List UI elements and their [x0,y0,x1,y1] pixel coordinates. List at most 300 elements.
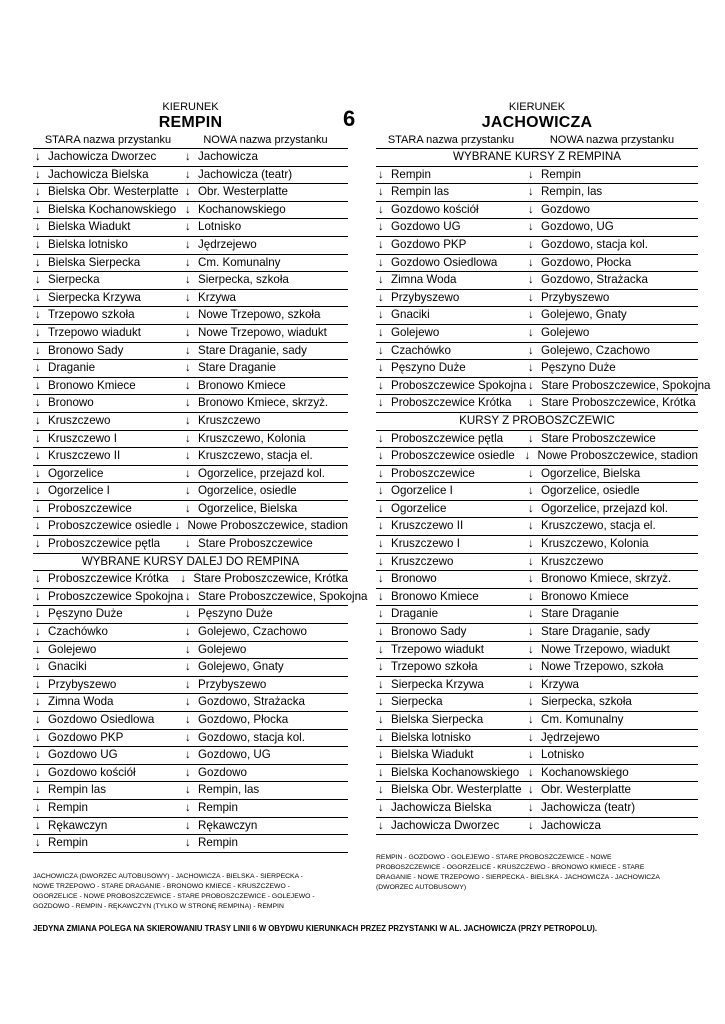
arrow-down-icon: ↓ [378,818,384,832]
arrow-down-icon: ↓ [378,185,384,199]
arrow-down-icon: ↓ [528,396,534,410]
new-stop-cell [183,624,348,641]
table-row [33,448,348,466]
new-stop-cell [526,378,711,395]
old-stop-name: Proboszczewice Krótka [48,572,169,586]
arrow-down-icon: ↓ [378,642,384,656]
new-stop-cell [526,219,698,236]
old-stop-cell [33,712,183,729]
arrow-down-icon: ↓ [35,396,41,410]
new-stop-cell [183,255,348,272]
old-stop-cell [376,677,526,694]
old-stop-name: Gnaciki [391,308,430,322]
new-stop-cell [526,536,698,553]
new-stop-name: Cm. Komunalny [541,713,624,726]
new-stop-name: Golejewo [541,325,590,339]
old-stop-cell [33,149,183,166]
arrow-down-icon: ↓ [378,730,384,744]
new-stop-cell [183,835,348,852]
section-title: KURSY Z PROBOSZCZEWIC [376,413,698,431]
old-name-header: STARA nazwa przystanku [387,134,515,146]
arrow-down-icon: ↓ [378,396,384,410]
old-stop-cell [376,782,526,799]
table-row [376,624,698,642]
arrow-down-icon: ↓ [528,642,534,656]
table-row [33,694,348,712]
new-stop-name: Przybyszewo [198,677,267,691]
new-stop-cell [526,782,698,799]
new-stop-cell [526,466,698,483]
table-row [33,184,348,202]
new-stop-cell [183,694,348,711]
new-stop-cell [526,395,698,412]
arrow-down-icon: ↓ [35,537,41,551]
old-stop-cell [376,571,526,588]
new-stop-name: Kochanowskiego [541,765,629,779]
new-stop-cell [526,730,698,747]
new-stop-cell [183,149,348,166]
new-stop-name: Kruszczewo [198,413,261,427]
old-stop-name: Bielska lotnisko [48,237,128,251]
arrow-down-icon: ↓ [528,589,534,603]
old-stop-cell [376,712,526,729]
old-stop-cell [33,624,183,641]
old-stop-cell [376,659,526,676]
new-stop-cell [183,167,348,184]
old-stop-name: Kruszczewo [391,554,454,568]
old-stop-name: Bielska lotnisko [391,730,471,744]
arrow-down-icon: ↓ [528,572,534,586]
old-stop-name: Rempin [48,800,88,814]
table-row [376,606,698,624]
arrow-down-icon: ↓ [378,273,384,287]
arrow-down-icon: ↓ [185,800,191,814]
arrow-down-icon: ↓ [35,255,41,269]
old-stop-cell [376,818,526,835]
old-stop-name: Bielska Wiadukt [48,220,131,234]
route-description-jachowicza: REMPIN - GOZDOWO - GOLEJEWO - STARE PROBOSZCZEWICE - NOWE PROBOSZCZEWICE - OGORZELICE - KRUSZCZEWO - BRONOWO KMIECE - STARE DRAGANIE - NOWE TRZEPOWO - SIERPECKA - BIELSKA - JACHOWICZA - JACHOWICZA (DWORZEC AUTOBUSOWY) [376,854,660,891]
arrow-down-icon: ↓ [35,660,41,674]
old-stop-name: Kruszczewo II [48,449,121,463]
new-name-header: NOWA nazwa przystanku [203,134,328,146]
new-stop-name: Gozdowo, Płocka [198,713,289,726]
table-row [33,606,348,624]
arrow-down-icon: ↓ [35,818,41,832]
old-stop-cell [376,765,526,782]
arrow-down-icon: ↓ [185,396,191,410]
table-row [376,466,698,484]
arrow-down-icon: ↓ [378,519,384,533]
new-stop-name: Kruszczewo, stacja el. [541,519,656,533]
new-stop-name: Gozdowo, stacja kol. [198,730,305,744]
table-row [376,501,698,519]
arrow-down-icon: ↓ [185,413,191,427]
new-stop-cell [526,325,698,342]
table-row [33,431,348,449]
table-row [376,483,698,501]
arrow-down-icon: ↓ [185,677,191,691]
arrow-down-icon: ↓ [185,607,191,621]
old-stop-name: Zimna Woda [391,273,457,287]
new-stop-name: Jachowicza (teatr) [541,800,636,814]
arrow-down-icon: ↓ [185,642,191,656]
old-stop-name: Jachowicza Dworzec [391,818,500,832]
new-stop-cell [183,237,348,254]
new-stop-name: Rempin [541,167,581,181]
arrow-down-icon: ↓ [185,325,191,339]
arrow-down-icon: ↓ [528,167,534,181]
old-stop-name: Przybyszewo [391,290,460,304]
arrow-down-icon: ↓ [528,537,534,551]
new-stop-name: Rempin [198,800,238,814]
arrow-down-icon: ↓ [185,343,191,357]
new-stop-cell [183,501,348,518]
old-stop-name: Bielska Kochanowskiego [391,765,520,779]
arrow-down-icon: ↓ [185,783,191,797]
old-stop-name: Bronowo [391,572,437,586]
arrow-down-icon: ↓ [378,572,384,586]
table-row [33,677,348,695]
new-stop-name: Nowe Proboszczewice, stadion [187,519,348,533]
old-stop-cell [376,219,526,236]
table-row [376,378,711,396]
old-stop-cell [33,325,183,342]
new-stop-name: Stare Proboszczewice, Krótka [193,572,348,586]
new-stop-cell [526,431,698,448]
table-row [33,747,348,765]
new-stop-cell [183,219,348,236]
table-row [376,782,698,800]
old-stop-cell [33,360,183,377]
new-stop-name: Rękawczyn [198,818,258,832]
arrow-down-icon: ↓ [528,273,534,287]
arrow-down-icon: ↓ [528,325,534,339]
arrow-down-icon: ↓ [528,255,534,269]
new-stop-cell [526,343,698,360]
arrow-down-icon: ↓ [378,677,384,691]
arrow-down-icon: ↓ [35,202,41,216]
old-stop-name: Bielska Obr. Westerplatte [391,783,522,797]
old-stop-cell [33,307,183,324]
old-stop-name: Jachowicza Dworzec [48,150,157,163]
old-stop-cell [33,765,183,782]
old-stop-name: Czachówko [391,343,451,357]
old-stop-name: Rękawczyn [48,818,108,832]
new-stop-cell [526,659,698,676]
old-stop-cell [33,536,183,553]
table-row [33,589,368,607]
table-row [33,730,348,748]
old-stop-cell [33,501,183,518]
new-stop-cell [526,307,698,324]
table-row [376,677,698,695]
new-stop-cell [183,642,348,659]
new-stop-cell [183,818,348,835]
old-stop-name: Golejewo [48,642,97,656]
arrow-down-icon: ↓ [528,730,534,744]
arrow-down-icon: ↓ [35,343,41,357]
old-stop-name: Czachówko [48,625,108,639]
table-row [376,202,698,220]
old-stop-cell [376,184,526,201]
old-stop-cell [33,378,183,395]
arrow-down-icon: ↓ [35,237,41,251]
old-stop-name: Proboszczewice Krótka [391,396,512,410]
new-stop-cell [526,571,698,588]
new-stop-cell [526,167,698,184]
old-stop-cell [376,272,526,289]
arrow-down-icon: ↓ [185,185,191,199]
new-stop-cell [183,360,348,377]
table-row [33,483,348,501]
arrow-down-icon: ↓ [185,255,191,269]
new-stop-name: Stare Draganie [198,361,276,375]
old-stop-name: Trzepowo szkoła [48,308,135,322]
old-stop-name: Proboszczewice [391,466,475,480]
old-stop-name: Zimna Woda [48,695,114,709]
new-stop-cell [183,431,348,448]
arrow-down-icon: ↓ [378,202,384,216]
new-stop-cell [526,290,698,307]
old-stop-name: Rempin las [48,783,106,797]
old-stop-name: Ogorzelice [48,466,104,480]
table-row [33,237,348,255]
old-stop-cell [376,395,526,412]
old-stop-cell [33,642,183,659]
new-stop-cell [183,184,348,201]
old-stop-name: Jachowicza Bielska [391,800,492,814]
old-stop-cell [376,606,526,623]
old-stop-cell [376,483,526,500]
arrow-down-icon: ↓ [185,765,191,779]
old-stop-cell [376,360,526,377]
arrow-down-icon: ↓ [35,273,41,287]
new-stop-name: Stare Proboszczewice [541,431,656,445]
new-stop-cell [183,448,348,465]
arrow-down-icon: ↓ [35,290,41,304]
table-row [376,554,698,572]
table-row [376,219,698,237]
arrow-down-icon: ↓ [35,361,41,375]
arrow-down-icon: ↓ [528,343,534,357]
stop-name-table [376,148,711,835]
table-row [33,501,348,519]
old-stop-name: Draganie [48,361,96,375]
table-row [376,237,698,255]
old-stop-name: Bielska Sierpecka [48,255,141,269]
new-stop-cell [526,800,698,817]
new-stop-name: Bronowo Kmiece [198,378,286,392]
table-row [33,167,348,185]
old-stop-name: Bronowo Sady [48,343,124,357]
new-stop-cell [183,325,348,342]
new-stop-cell [526,694,698,711]
new-stop-cell [183,466,348,483]
arrow-down-icon: ↓ [35,466,41,480]
new-stop-name: Stare Proboszczewice, Krótka [541,396,696,410]
arrow-down-icon: ↓ [35,185,41,199]
new-stop-name: Przybyszewo [541,290,610,304]
new-stop-name: Gozdowo, Płocka [541,255,632,269]
old-stop-name: Proboszczewice osiedle [48,519,172,533]
table-row [33,642,348,660]
arrow-down-icon: ↓ [35,413,41,427]
table-row [376,255,698,273]
old-stop-cell [33,730,183,747]
old-stop-name: Pęszyno Duże [48,607,123,621]
new-stop-cell [526,501,698,518]
old-stop-cell [376,237,526,254]
arrow-down-icon: ↓ [378,800,384,814]
arrow-down-icon: ↓ [378,748,384,762]
arrow-down-icon: ↓ [378,713,384,726]
table-row [33,360,348,378]
new-stop-name: Nowe Trzepowo, szkoła [198,308,321,322]
new-stop-cell [526,360,698,377]
new-stop-name: Krzywa [541,677,580,691]
arrow-down-icon: ↓ [528,501,534,515]
arrow-down-icon: ↓ [378,220,384,234]
old-stop-name: Proboszczewice Spokojna [391,378,527,392]
old-stop-cell [376,800,526,817]
old-stop-name: Gozdowo kościół [391,202,479,216]
new-stop-cell [526,589,698,606]
table-row [376,431,698,449]
arrow-down-icon: ↓ [378,554,384,568]
new-stop-name: Obr. Westerplatte [541,783,631,797]
old-stop-cell [33,518,173,535]
table-row [376,343,698,361]
direction-title: JACHOWICZA [481,114,593,131]
arrow-down-icon: ↓ [528,378,534,392]
arrow-down-icon: ↓ [528,765,534,779]
arrow-down-icon: ↓ [35,642,41,656]
arrow-down-icon: ↓ [378,431,384,445]
old-stop-name: Trzepowo wiadukt [391,642,485,656]
new-stop-name: Gozdowo, UG [541,220,614,234]
arrow-down-icon: ↓ [378,466,384,480]
new-stop-name: Krzywa [198,290,237,304]
new-stop-cell [183,747,348,764]
arrow-down-icon: ↓ [185,537,191,551]
arrow-down-icon: ↓ [528,361,534,375]
old-stop-name: Gozdowo PKP [391,237,467,251]
arrow-down-icon: ↓ [378,255,384,269]
arrow-down-icon: ↓ [528,519,534,533]
arrow-down-icon: ↓ [35,449,41,463]
new-stop-name: Bronowo Kmiece, skrzyż. [198,396,329,410]
old-stop-name: Draganie [391,607,439,621]
new-stop-cell [526,624,698,641]
new-stop-name: Golejewo, Czachowo [198,625,307,639]
new-stop-name: Kruszczewo, Kolonia [198,431,306,445]
new-stop-cell [183,606,348,623]
new-stop-name: Nowe Trzepowo, wiadukt [541,642,670,656]
arrow-down-icon: ↓ [35,167,41,181]
old-stop-name: Sierpecka [391,695,443,709]
old-stop-name: Ogorzelice [391,501,447,515]
new-stop-cell [526,202,698,219]
arrow-down-icon: ↓ [185,748,191,762]
arrow-down-icon: ↓ [378,484,384,498]
table-row [33,413,348,431]
table-row [376,307,698,325]
arrow-down-icon: ↓ [528,607,534,621]
arrow-down-icon: ↓ [185,625,191,639]
arrow-down-icon: ↓ [185,378,191,392]
old-stop-name: Bronowo Kmiece [48,378,136,392]
new-stop-name: Pęszyno Duże [541,361,616,375]
old-stop-name: Gozdowo UG [48,748,118,762]
old-stop-cell [376,290,526,307]
old-stop-cell [376,589,526,606]
arrow-down-icon: ↓ [185,290,191,304]
old-stop-name: Sierpecka [48,273,100,287]
footer-note: JEDYNA ZMIANA POLEGA NA SKIEROWANIU TRASY LINII 6 W OBYDWU KIERUNKACH PRZEZ PRZYSTANKI W AL. JACHOWICZA (PRZY PETROPOLU). [33,924,597,933]
table-row [376,448,698,466]
table-row [376,747,698,765]
new-stop-cell [526,765,698,782]
old-stop-cell [376,431,526,448]
arrow-down-icon: ↓ [35,150,41,163]
arrow-down-icon: ↓ [528,290,534,304]
new-stop-name: Golejewo, Gnaty [541,308,627,322]
direction-kierunek-label: KIERUNEK [162,101,219,113]
arrow-down-icon: ↓ [35,589,41,603]
old-stop-cell [376,624,526,641]
new-stop-name: Sierpecka, szkoła [198,273,289,287]
old-stop-name: Proboszczewice pętla [391,431,504,445]
column-headers [376,134,698,148]
old-stop-name: Przybyszewo [48,677,117,691]
arrow-down-icon: ↓ [378,325,384,339]
arrow-down-icon: ↓ [35,677,41,691]
arrow-down-icon: ↓ [35,501,41,515]
table-row [376,659,698,677]
arrow-down-icon: ↓ [35,572,41,586]
arrow-down-icon: ↓ [185,660,191,674]
table-row [33,782,348,800]
arrow-down-icon: ↓ [35,484,41,498]
arrow-down-icon: ↓ [528,220,534,234]
arrow-down-icon: ↓ [185,449,191,463]
arrow-down-icon: ↓ [528,484,534,498]
new-stop-name: Rempin, las [541,185,603,199]
table-row [33,800,348,818]
arrow-down-icon: ↓ [528,202,534,216]
old-stop-name: Gozdowo kościół [48,765,136,779]
arrow-down-icon: ↓ [378,343,384,357]
table-row [376,184,698,202]
table-row [376,818,698,836]
new-stop-name: Nowe Proboszczewice, stadion [537,449,698,463]
new-stop-name: Cm. Komunalny [198,255,281,269]
new-stop-name: Stare Proboszczewice [198,537,313,551]
old-stop-name: Proboszczewice pętla [48,537,161,551]
new-stop-name: Stare Proboszczewice, Spokojna [198,589,368,603]
new-stop-name: Stare Draganie [541,607,619,621]
arrow-down-icon: ↓ [185,484,191,498]
new-stop-cell [173,518,348,535]
old-stop-name: Golejewo [391,325,440,339]
arrow-down-icon: ↓ [528,466,534,480]
direction-kierunek-label: KIERUNEK [508,101,566,113]
table-row [33,659,348,677]
old-stop-cell [33,343,183,360]
arrow-down-icon: ↓ [35,378,41,392]
old-stop-name: Ogorzelice I [48,484,110,498]
old-stop-name: Proboszczewice [48,501,132,515]
